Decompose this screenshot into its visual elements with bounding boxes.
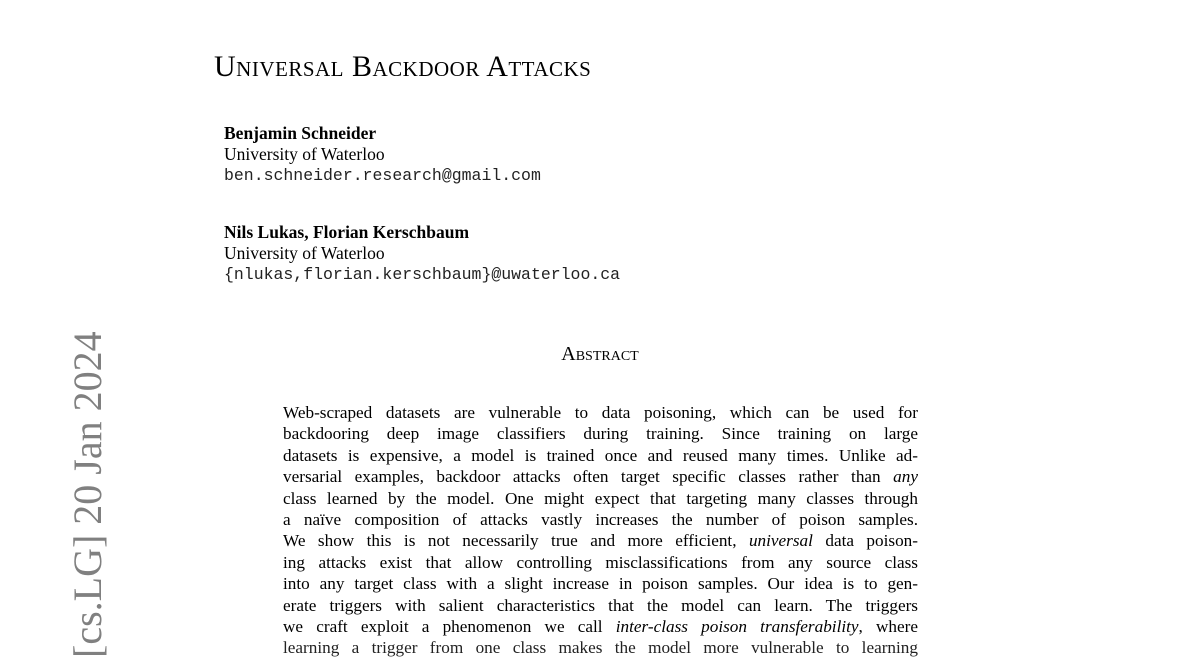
abstract-line bbox=[283, 616, 918, 637]
abstract-line: backdooring deep image classifiers during training. Since training on large bbox=[283, 424, 918, 444]
emphasis-universal: universal bbox=[748, 531, 813, 551]
abstract-text: , where bbox=[858, 616, 918, 636]
abstract-line: datasets is expensive, a model is trained once and reused many times. Unlike ad- bbox=[283, 445, 918, 465]
author-affiliation: University of Waterloo bbox=[224, 243, 385, 263]
abstract-line: a naïve composition of attacks vastly increases the number of poison samples. bbox=[283, 509, 918, 529]
author-affiliation: University of Waterloo bbox=[224, 144, 385, 164]
abstract-body bbox=[283, 402, 918, 658]
author-block-1 bbox=[224, 123, 541, 186]
author-name: Nils Lukas, Florian Kerschbaum bbox=[224, 222, 470, 242]
abstract-text: We show this is not necessarily true and more efficient, bbox=[283, 531, 749, 551]
abstract-line: ing attacks exist that allow controlling misclassifications from any source class bbox=[283, 552, 918, 572]
abstract-line bbox=[283, 466, 918, 487]
abstract-line-cut: learning a trigger from one class makes the model more vulnerable to learning bbox=[283, 638, 918, 658]
arxiv-side-stamp bbox=[28, 318, 110, 658]
abstract-line: into any target class with a slight increase in poison samples. Our idea is to gen- bbox=[283, 574, 918, 594]
emphasis-inter-class: inter-class poison transferability bbox=[615, 616, 859, 636]
author-email: {nlukas,florian.kerschbaum}@uwaterloo.ca bbox=[224, 265, 621, 284]
abstract-line bbox=[283, 530, 918, 551]
abstract-heading: Abstract bbox=[561, 343, 639, 365]
abstract-text: data poison- bbox=[812, 531, 918, 551]
emphasis-any: any bbox=[893, 467, 918, 487]
paper-title: Universal Backdoor Attacks bbox=[214, 50, 592, 83]
abstract-line: Web-scraped datasets are vulnerable to data poisoning, which can be used for bbox=[283, 403, 918, 422]
author-block-2 bbox=[224, 222, 620, 285]
abstract-line: erate triggers with salient characteristics that the model can learn. The triggers bbox=[283, 595, 918, 615]
author-email: ben.schneider.research@gmail.com bbox=[224, 166, 541, 185]
author-name: Benjamin Schneider bbox=[224, 123, 377, 143]
abstract-text: versarial examples, backdoor attacks often target specific classes rather than bbox=[283, 467, 894, 487]
arxiv-stamp-text: [cs.LG] 20 Jan 2024 bbox=[65, 331, 110, 658]
abstract-line: class learned by the model. One might expect that targeting many classes through bbox=[283, 488, 918, 508]
abstract-text: we craft exploit a phenomenon we call bbox=[283, 616, 616, 636]
